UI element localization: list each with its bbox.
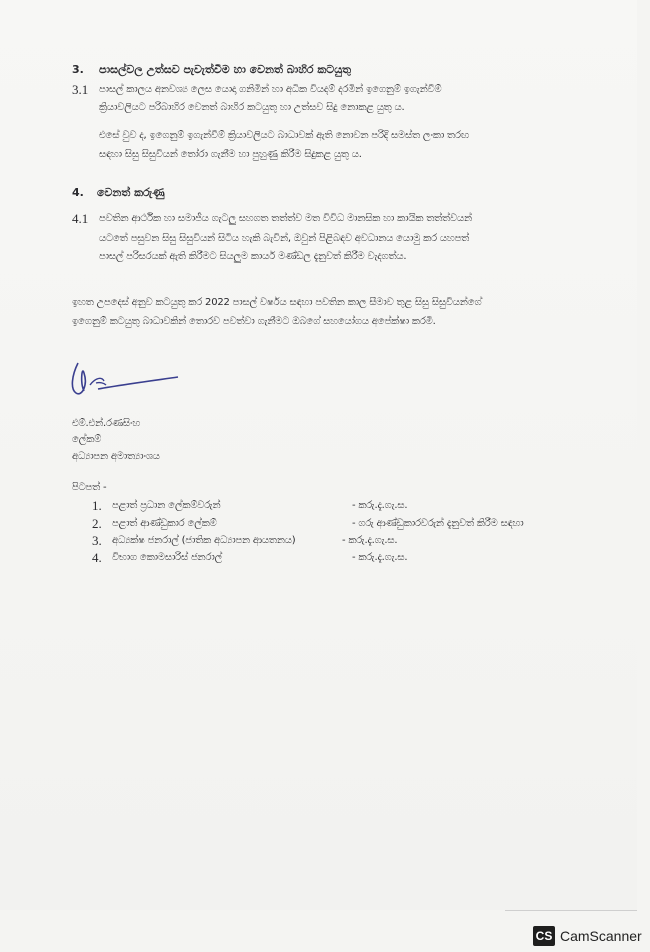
- copy-number: 4.: [92, 550, 102, 565]
- copy-number: 1.: [92, 498, 102, 513]
- copy-recipient: පළාත් ප්‍රධාන ලේකම්වරුන්: [112, 500, 221, 511]
- camscanner-logo-icon: CS: [533, 926, 555, 946]
- paragraph-line: පාසල් කාලය අනවශ්‍ය ලෙස යොදා ගනිමින් හා අධික වියදම් දරමින් ඉගෙනුම් ඉගැන්වීම්: [99, 84, 442, 95]
- signatory-name: එම්.එන්.රණසිංහ: [72, 418, 141, 429]
- copy-recipient: අධ්‍යක්ෂ ජනරාල් (ජාතික අධ්‍යාපන ආයතනය): [112, 535, 296, 546]
- signature-icon: [60, 355, 190, 405]
- closing-line: ඉගෙනුම් කටයුතු බාධාවකින් තොරව පවත්වා ගැනීමට ඔබගේ සහයෝගය අපේක්ෂා කරමි.: [72, 316, 436, 327]
- paragraph-line: එසේ වුව ද, ඉගෙනුම් ඉගැන්වීම් ක්‍රියාවලියට බාධාවක් ඇති නොවන පරිදි සමස්ත ලංකා තරඟ: [99, 130, 470, 141]
- paragraph-line: පාසල් පරිසරයක් ඇති කිරීමට සියලුම කාර්ය මණ්ඩල දැනුවත් කිරීම වැදගත්ය.: [99, 251, 407, 262]
- paragraph-line: සඳහා සිසු සිසුවියන් තෝරා ගැනීම හා පුහුණු කිරීම සිදුකළ යුතු ය.: [99, 149, 362, 160]
- copy-note: - කරු.දැ.ගැ.ස.: [352, 552, 408, 563]
- paragraph-line: ක්‍රියාවලියට පරිබාහිර වෙනත් බාහිර කටයුතු හා උත්සව සිදු නොකළ යුතු ය.: [99, 102, 405, 113]
- copy-note: - කරු.දැ.ගැ.ස.: [352, 500, 408, 511]
- copy-number: 3.: [92, 533, 102, 548]
- section-4-number: 4.: [72, 186, 84, 199]
- camscanner-label: CamScanner: [560, 928, 642, 944]
- section-3-heading: පාසල්වල උත්සව පැවැත්වීම හා වෙනත් බාහිර කටයුතු: [99, 63, 352, 76]
- signatory-title: ලේකම්: [72, 434, 102, 445]
- section-3-number: 3.: [72, 63, 84, 76]
- copy-recipient: පළාත් ආණ්ඩුකාර ලේකම්: [112, 518, 217, 529]
- copy-recipient: විභාග කොමසාරිස් ජනරාල්: [112, 552, 223, 563]
- copy-number: 2.: [92, 516, 102, 531]
- item-4-1-number: 4.1: [72, 211, 89, 226]
- copy-note: - කරු.දැ.ගැ.ස.: [342, 535, 398, 546]
- camscanner-watermark: [533, 926, 642, 946]
- item-3-1-number: 3.1: [72, 82, 89, 97]
- copy-note: - ගරු ආණ්ඩුකාරවරුන් දැනුවත් කිරීම සඳහා: [352, 518, 524, 529]
- signatory-ministry: අධ්‍යාපන අමාත්‍යාංශය: [72, 451, 160, 462]
- paragraph-line: පවතින ආර්ථික හා සමාජීය ගැටලු සහගත තත්ත්ව මත විවිධ මානසික හා කායික තත්ත්වයන්: [99, 213, 472, 224]
- section-4-heading: වෙනත් කරුණු: [97, 186, 165, 199]
- copies-label: පිටපත් -: [72, 482, 107, 493]
- closing-line: ඉහත උපදෙස් අනුව කටයුතු කර 2022 පාසල් වර්ෂය සඳහා පවතින කාල සීමාව තුළ සිසු සිසුවියන්ගේ: [72, 297, 482, 308]
- paragraph-line: යටතේ පසුවන සිසු සිසුවියන් සිටිය හැකි බැවින්, ඔවුන් පිළිබඳව අවධානය යොමු කර යහපත්: [99, 233, 470, 244]
- footer-divider: [505, 910, 637, 911]
